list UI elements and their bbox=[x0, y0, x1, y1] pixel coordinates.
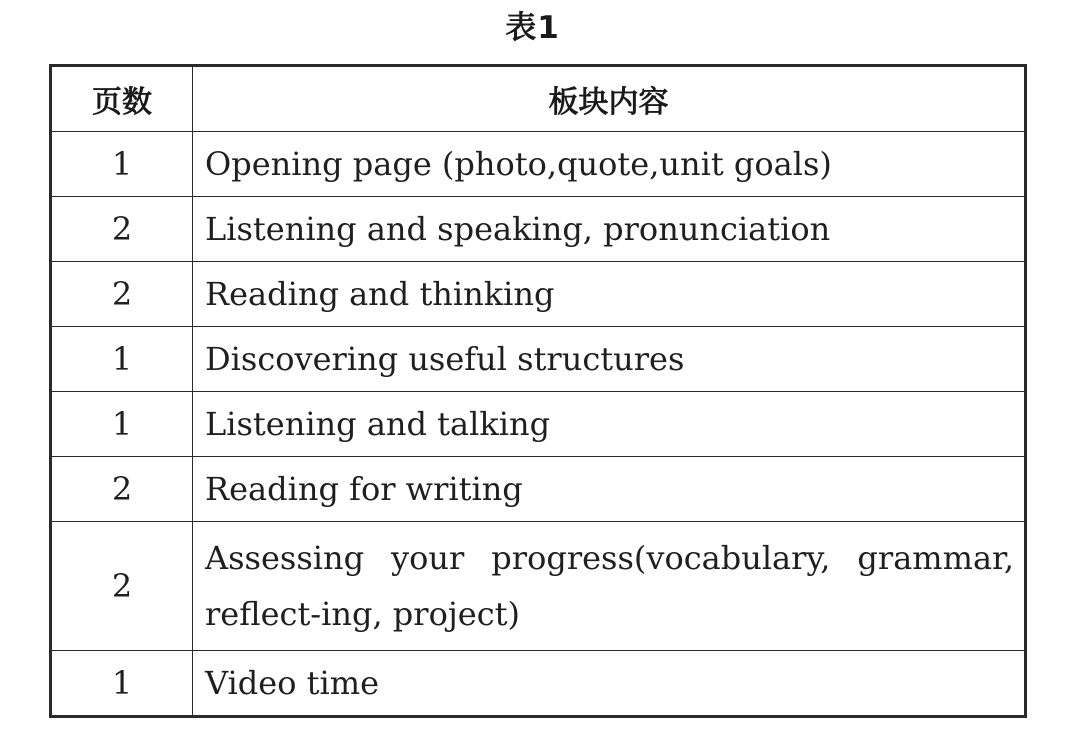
table-row bbox=[51, 262, 1026, 327]
row-pages: 1 bbox=[51, 132, 193, 197]
table-row bbox=[51, 327, 1026, 392]
table-container bbox=[49, 64, 1024, 728]
table-row bbox=[51, 457, 1026, 522]
row-pages: 2 bbox=[51, 262, 193, 327]
table-row bbox=[51, 132, 1026, 197]
table-row bbox=[51, 651, 1026, 717]
row-pages: 1 bbox=[51, 392, 193, 457]
row-content: Opening page (photo,quote,unit goals) bbox=[193, 132, 1026, 197]
row-pages: 2 bbox=[51, 522, 193, 651]
row-pages: 1 bbox=[51, 327, 193, 392]
row-content: Reading for writing bbox=[193, 457, 1026, 522]
content-table bbox=[49, 64, 1027, 718]
table-row bbox=[51, 522, 1026, 651]
header-content: 板块内容 bbox=[193, 66, 1026, 132]
row-pages: 2 bbox=[51, 197, 193, 262]
row-content: Discovering useful structures bbox=[193, 327, 1026, 392]
row-content: Reading and thinking bbox=[193, 262, 1026, 327]
table-caption: 表1 bbox=[505, 10, 560, 46]
row-pages: 1 bbox=[51, 651, 193, 717]
row-content: Listening and speaking, pronunciation bbox=[193, 197, 1026, 262]
table-row bbox=[51, 197, 1026, 262]
row-content: Video time bbox=[193, 651, 1026, 717]
header-pages: 页数 bbox=[51, 66, 193, 132]
row-content: Listening and talking bbox=[193, 392, 1026, 457]
table-header-row bbox=[51, 66, 1026, 132]
row-pages: 2 bbox=[51, 457, 193, 522]
table-row bbox=[51, 392, 1026, 457]
row-content: Assessing your progress(vocabulary, grammar, reflect-ing, project) bbox=[193, 522, 1026, 651]
